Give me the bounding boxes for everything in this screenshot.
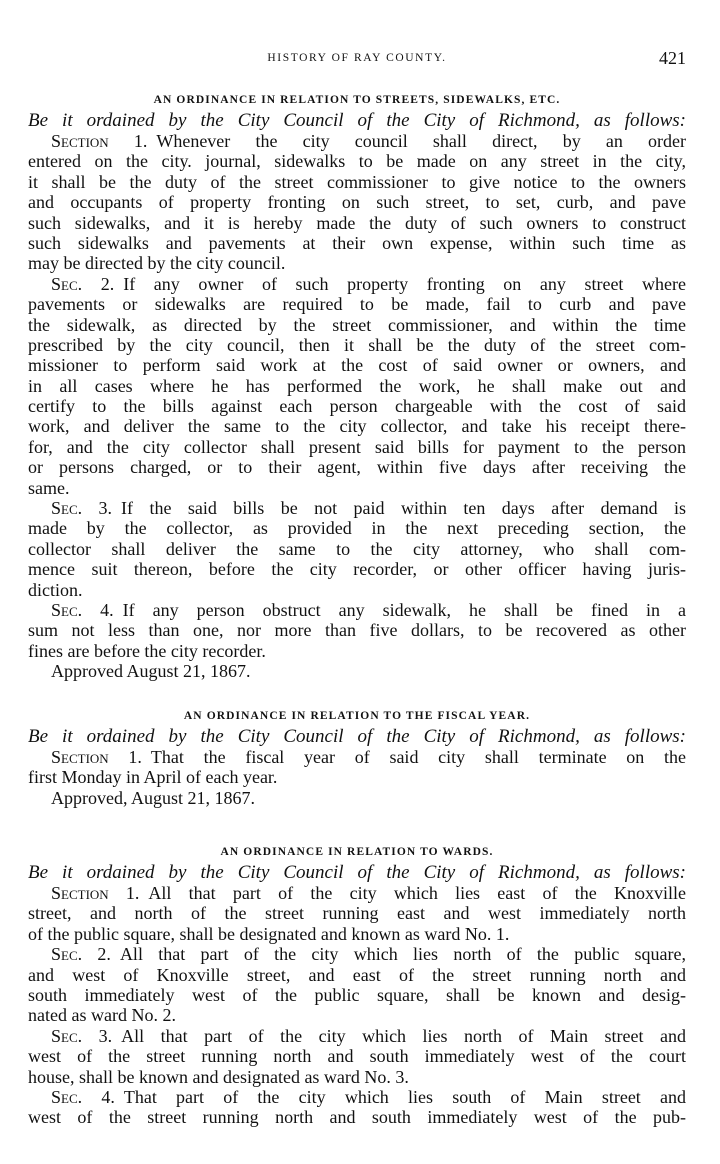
text-line [28, 1005, 686, 1025]
line-text: south immediately west of the public square, shall be known and desig- [28, 984, 686, 1005]
section-paragraph [28, 600, 686, 661]
line-text: may be directed by the city council. [28, 253, 286, 274]
line-text: of the public square, shall be designated and known as ward No. 1. [28, 923, 510, 944]
ordinance-title: AN ORDINANCE IN RELATION TO THE FISCAL YEAR. [183, 710, 531, 722]
section-label: Section 1. [51, 747, 142, 767]
text-line [28, 1046, 686, 1066]
text-line [28, 1026, 686, 1046]
text-line [28, 315, 686, 335]
text-line [28, 580, 686, 600]
approval-date: Approved, August 21, 1867. [51, 787, 255, 808]
line-text: All that part of the city which lies north of the public square, [119, 944, 687, 965]
text-line [28, 620, 686, 640]
line-text: All that part of the city which lies north of Main street and [121, 1025, 687, 1046]
text-line [28, 518, 686, 538]
text-line [28, 1107, 686, 1127]
text-line [28, 924, 686, 944]
line-text: first Monday in April of each year. [28, 767, 278, 788]
section-label: Sec. 3. [51, 498, 113, 519]
section-label: Section 1. [51, 131, 148, 151]
line-text: certify to the bills against each person chargeable with the cost of said [28, 396, 686, 417]
line-text: and occupants of property fronting on such street, to set, curb, and pave [28, 192, 686, 213]
text-line [28, 151, 686, 171]
line-text: and west of Knoxville street, and east of the street running north and [28, 964, 686, 985]
section-label: Sec. 2. [51, 273, 115, 294]
enacting-clause: Be it ordained by the City Council of the City of Richmond, as follows: [28, 726, 686, 747]
enacting-clause: Be it ordained by the City Council of the City of Richmond, as follows: [28, 110, 686, 131]
section-paragraph [28, 1087, 686, 1128]
section-label: Sec. 3. [51, 1025, 113, 1046]
line-text: west of the street running north and south immediately west of the pub- [28, 1107, 686, 1128]
line-text: missioner to perform said work at the cost of said owner or owners, and [28, 355, 686, 376]
line-text: made by the collector, as provided in the next preceding section, the [28, 518, 686, 539]
line-text: it shall be the duty of the street commissioner to give notice to the owners [28, 171, 686, 192]
text-line [28, 559, 686, 579]
text-line [28, 747, 686, 767]
enacting-clause: Be it ordained by the City Council of the City of Richmond, as follows: [28, 862, 686, 883]
text-line [28, 1067, 686, 1087]
text-line [28, 213, 686, 233]
line-text: in all cases where he has performed the work, he shall make out and [28, 375, 686, 396]
text-line [28, 376, 686, 396]
line-text: sum not less than one, nor more than five dollars, to be recovered as other [28, 620, 686, 641]
text-line [28, 498, 686, 518]
text-line [28, 1087, 686, 1107]
line-text: If any owner of such property fronting on any street where [123, 273, 686, 294]
ordinance-title: AN ORDINANCE IN RELATION TO WARDS. [220, 846, 494, 858]
line-text: diction. [28, 579, 83, 600]
line-text: street, and north of the street running east and west immediately north [28, 903, 686, 924]
section-paragraph [28, 944, 686, 1026]
line-text: entered on the city. journal, sidewalks to be made on any street in the city, [28, 151, 686, 172]
section-label: Sec. 4. [51, 1086, 115, 1107]
line-text: fines are before the city recorder. [28, 640, 266, 661]
line-text: such sidewalks and pavements at their own expense, within such time as [28, 232, 686, 253]
line-text: house, shall be known and designated as ward No. 3. [28, 1066, 409, 1087]
section-label: Sec. 4. [51, 599, 114, 620]
text-line [28, 965, 686, 985]
line-text: That part of the city which lies south of Main street and [123, 1086, 687, 1107]
text-line [28, 131, 686, 151]
text-line [28, 233, 686, 253]
line-text: same. [28, 477, 70, 498]
text-line [28, 539, 686, 559]
running-title: HISTORY OF RAY COUNTY. [267, 52, 447, 64]
text-line [28, 172, 686, 192]
approval-date: Approved August 21, 1867. [51, 661, 251, 682]
page-number: 421 [659, 48, 686, 68]
line-text: the sidewalk, as directed by the street commissioner, and within the time [28, 314, 686, 335]
text-line [28, 294, 686, 314]
text-line [28, 944, 686, 964]
text-line [28, 883, 686, 903]
section-paragraph [28, 747, 686, 788]
text-line [28, 903, 686, 923]
section-paragraph [28, 498, 686, 600]
line-text: If the said bills be not paid within ten days after demand is [121, 498, 686, 519]
section-paragraph [28, 1026, 686, 1087]
line-text: That the fiscal year of said city shall terminate on the [150, 747, 686, 767]
line-text: nated as ward No. 2. [28, 1005, 176, 1026]
section-label: Sec. 2. [51, 944, 111, 965]
text-line [28, 478, 686, 498]
text-line [28, 767, 686, 787]
line-text: mence suit thereon, before the city recorder, or other officer having juris- [28, 559, 686, 580]
text-line [28, 253, 686, 273]
line-text: All that part of the city which lies east of the Knoxville [148, 883, 686, 903]
line-text: west of the street running north and south immediately west of the court [28, 1046, 686, 1067]
line-text: prescribed by the city council, then it shall be the duty of the street com- [28, 334, 686, 355]
ordinance-title: AN ORDINANCE IN RELATION TO STREETS, SIDEWALKS, ETC. [153, 94, 561, 106]
ordinance-streets-sidewalks [28, 90, 686, 682]
text-line [28, 641, 686, 661]
section-label: Section 1. [51, 883, 140, 903]
text-line [28, 396, 686, 416]
text-line [28, 600, 686, 620]
line-text: collector shall deliver the same to the city attorney, who shall com- [28, 538, 686, 559]
line-text: for, and the city collector shall present said bills for payment to the person [28, 436, 686, 457]
running-head [28, 48, 686, 68]
ordinance-fiscal-year [28, 706, 686, 808]
line-text: pavements or sidewalks are required to be made, fail to curb and pave [28, 294, 686, 315]
text-line [28, 192, 686, 212]
text-line [28, 985, 686, 1005]
text-line [28, 437, 686, 457]
text-line [28, 355, 686, 375]
line-text: Whenever the city council shall direct, by an order [156, 131, 686, 151]
line-text: such sidewalks, and it is hereby made the duty of such owners to construct [28, 212, 686, 233]
text-line [28, 457, 686, 477]
ordinance-wards [28, 842, 686, 1128]
section-paragraph [28, 131, 686, 274]
text-line [28, 416, 686, 436]
text-line [28, 335, 686, 355]
line-text: work, and deliver the same to the city collector, and take his receipt there- [28, 416, 686, 437]
section-paragraph [28, 274, 686, 498]
line-text: or persons charged, or to their agent, within five days after receiving the [28, 457, 686, 478]
section-paragraph [28, 883, 686, 944]
line-text: If any person obstruct any sidewalk, he shall be fined in a [122, 599, 686, 620]
text-line [28, 274, 686, 294]
